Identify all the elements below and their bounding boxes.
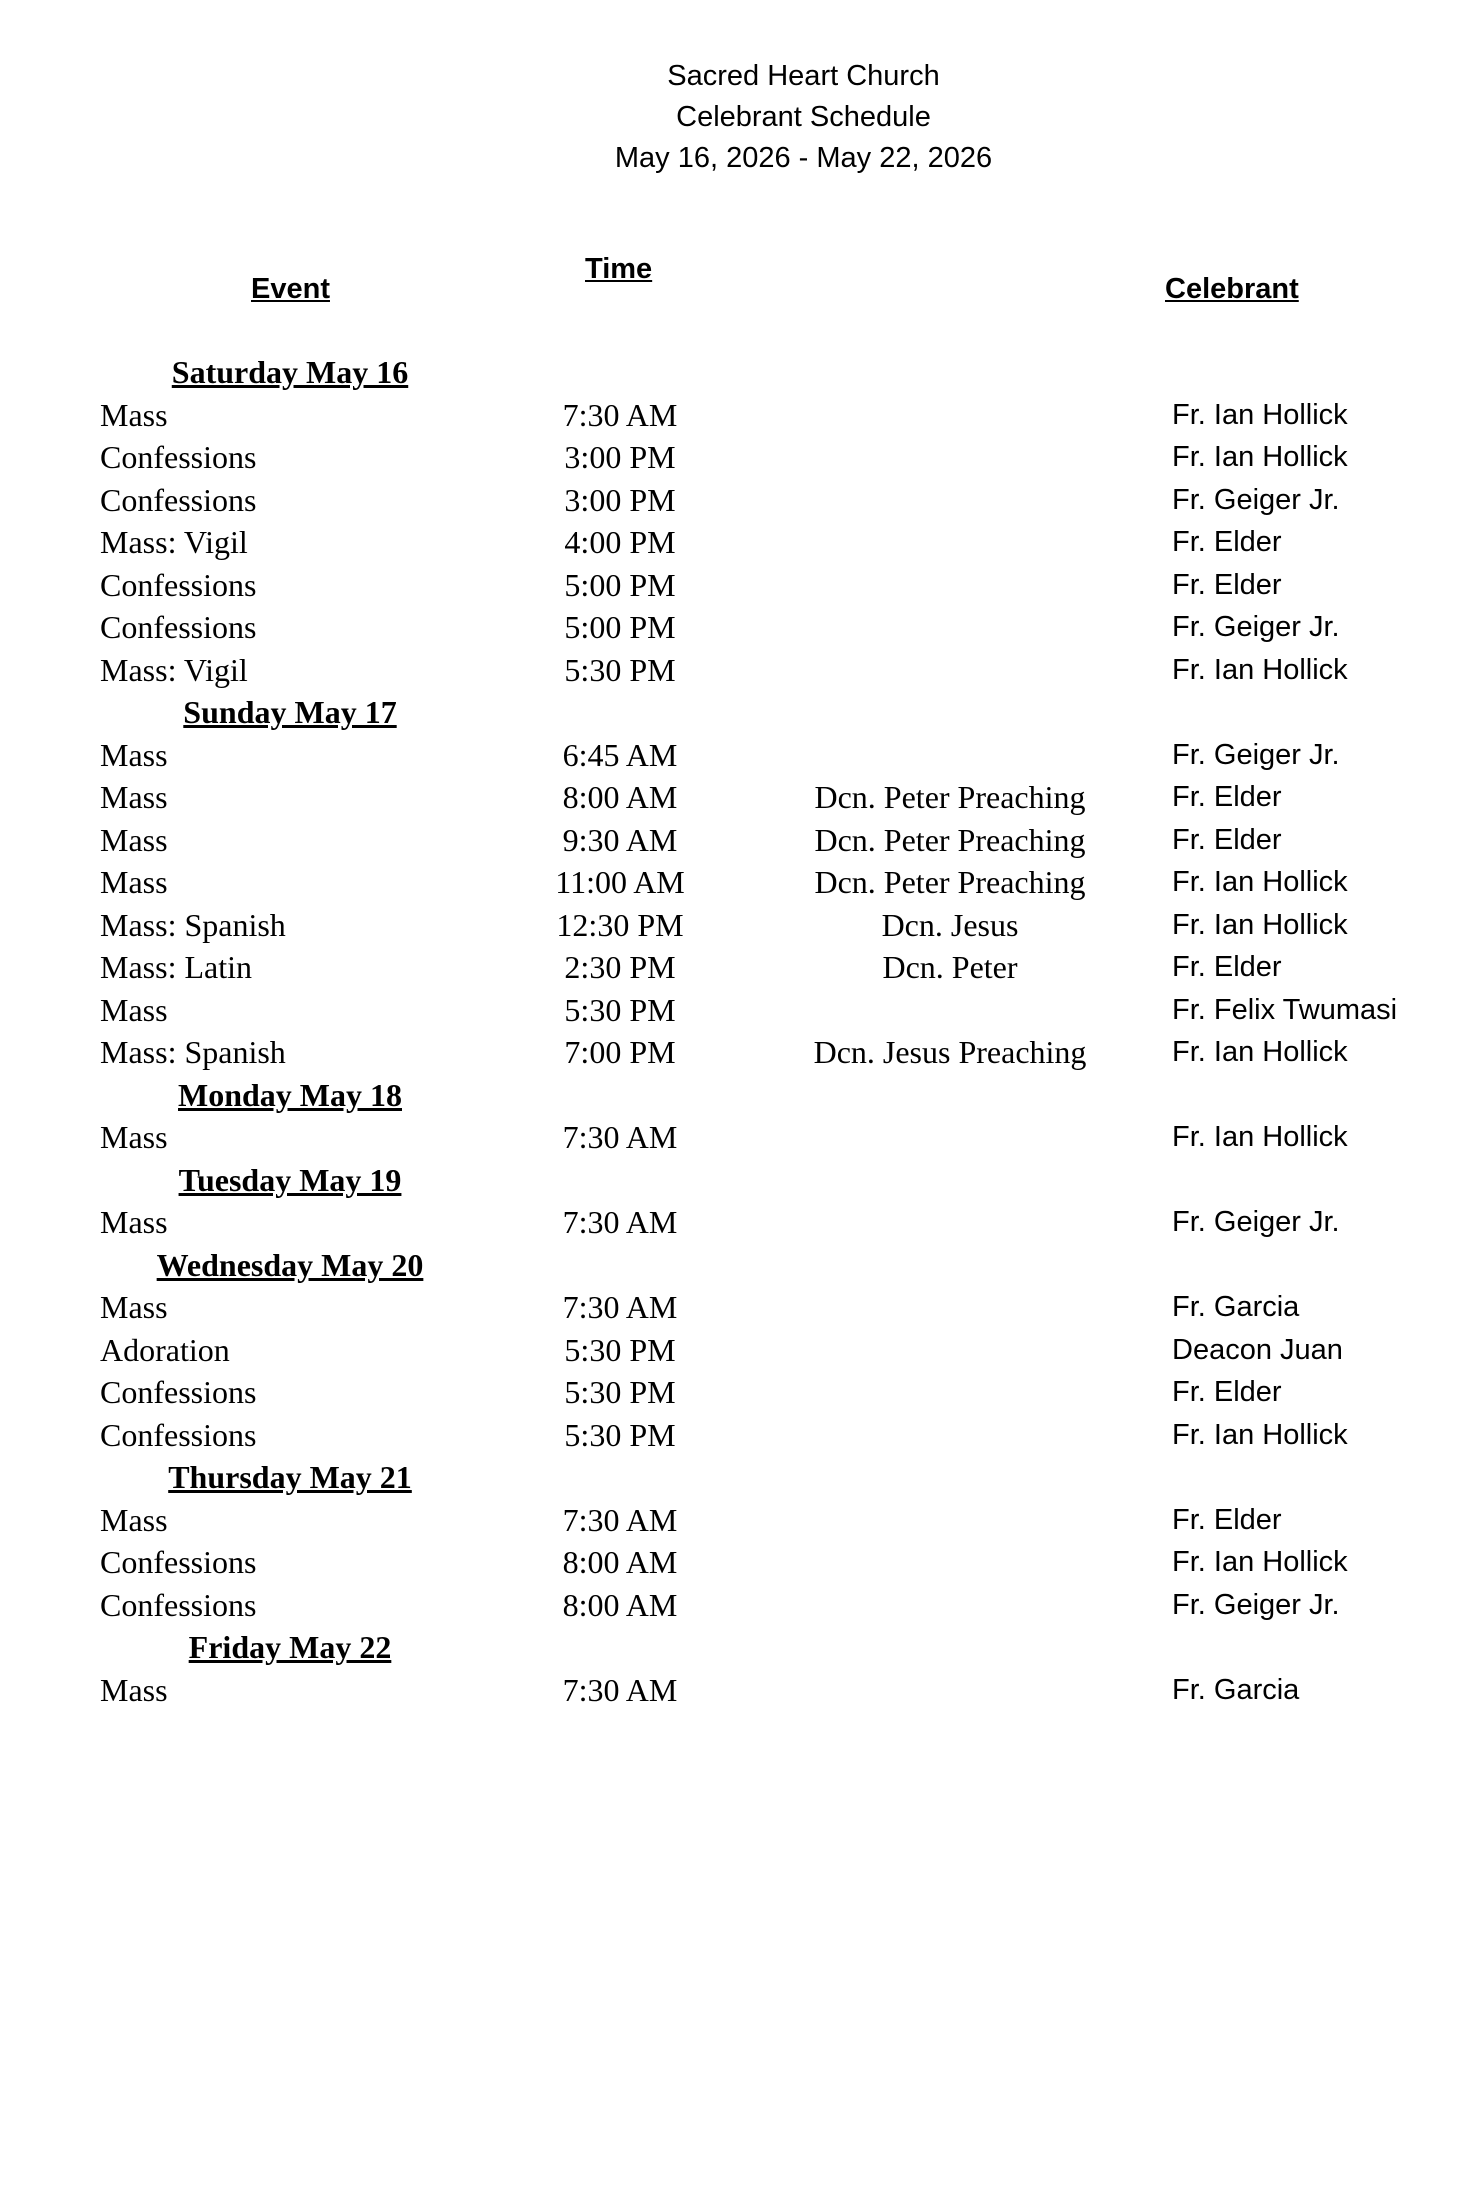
event-time: 11:00 AM <box>555 864 685 900</box>
schedule-row <box>0 393 1467 436</box>
event-name: Mass <box>100 736 168 773</box>
event-name: Confessions <box>100 1374 257 1410</box>
schedule-row <box>0 860 1467 903</box>
schedule-row <box>0 605 1467 648</box>
celebrant-name: Fr. Garcia <box>1172 1673 1300 1706</box>
event-name: Mass <box>100 821 168 858</box>
schedule-row <box>0 733 1467 776</box>
schedule-row <box>0 1115 1467 1158</box>
event-time: 7:30 AM <box>562 1119 678 1155</box>
schedule-row <box>0 945 1467 988</box>
event-time: 5:30 PM <box>564 651 676 688</box>
event-name: Confessions <box>100 439 257 475</box>
schedule-row <box>0 988 1467 1031</box>
deacon-note: Dcn. Peter Preaching <box>814 821 1086 858</box>
event-time: 7:30 AM <box>562 1671 678 1708</box>
event-name: Confessions <box>100 1586 257 1623</box>
day-heading-row <box>0 1073 1467 1116</box>
day-heading: Monday May 18 <box>178 1076 402 1113</box>
event-time: 7:30 AM <box>562 1289 678 1325</box>
celebrant-name: Fr. Geiger Jr. <box>1172 483 1340 516</box>
event-name: Mass: Latin <box>100 949 252 985</box>
event-time: 5:30 PM <box>564 1331 676 1368</box>
celebrant-name: Fr. Geiger Jr. <box>1172 611 1340 643</box>
event-time: 3:00 PM <box>564 481 676 518</box>
schedule-row <box>0 1285 1467 1328</box>
celebrant-name: Fr. Ian Hollick <box>1172 398 1348 431</box>
day-heading-row <box>0 350 1467 393</box>
day-heading: Wednesday May 20 <box>156 1246 424 1283</box>
event-name: Mass: Vigil <box>100 524 248 560</box>
day-heading-row <box>0 1243 1467 1286</box>
column-header-celebrant: Celebrant <box>1165 273 1299 305</box>
schedule-row <box>0 1370 1467 1413</box>
event-time: 6:45 AM <box>562 736 678 773</box>
deacon-note: Dcn. Jesus Preaching <box>813 1034 1087 1070</box>
schedule-row <box>0 1668 1467 1711</box>
celebrant-name: Fr. Ian Hollick <box>1172 1546 1348 1578</box>
event-name: Mass <box>100 1501 168 1538</box>
event-name: Adoration <box>100 1331 230 1368</box>
column-header-event: Event <box>251 273 330 305</box>
celebrant-name: Fr. Ian Hollick <box>1172 1036 1348 1068</box>
deacon-note: Dcn. Peter Preaching <box>814 864 1086 900</box>
celebrant-name: Fr. Ian Hollick <box>1172 441 1348 473</box>
event-name: Mass <box>100 1119 168 1155</box>
event-time: 5:00 PM <box>564 566 676 603</box>
schedule-row <box>0 1030 1467 1073</box>
event-time: 7:30 AM <box>562 396 678 433</box>
event-time: 7:30 AM <box>562 1501 678 1538</box>
schedule-row <box>0 435 1467 478</box>
event-name: Mass <box>100 1671 168 1708</box>
event-time: 5:30 PM <box>564 1416 676 1453</box>
event-name: Mass: Spanish <box>100 906 286 943</box>
event-name: Confessions <box>100 1544 257 1580</box>
event-name: Confessions <box>100 1416 257 1453</box>
church-name: Sacred Heart Church <box>667 60 940 92</box>
schedule-row <box>0 1583 1467 1626</box>
day-heading-row <box>0 1455 1467 1498</box>
schedule-row <box>0 1413 1467 1456</box>
celebrant-name: Fr. Ian Hollick <box>1172 908 1348 941</box>
document-header <box>0 56 1467 179</box>
schedule-row <box>0 1540 1467 1583</box>
event-name: Confessions <box>100 609 257 645</box>
event-name: Mass <box>100 396 168 433</box>
schedule-row <box>0 775 1467 818</box>
day-heading-row <box>0 690 1467 733</box>
schedule-row <box>0 648 1467 691</box>
celebrant-name: Fr. Ian Hollick <box>1172 1121 1348 1153</box>
celebrant-name: Fr. Felix Twumasi <box>1172 993 1398 1026</box>
column-header-time: Time <box>585 253 653 285</box>
schedule-row <box>0 1200 1467 1243</box>
celebrant-name: Fr. Ian Hollick <box>1172 866 1348 898</box>
schedule-row <box>0 563 1467 606</box>
event-time: 8:00 AM <box>562 779 678 815</box>
schedule-row <box>0 903 1467 946</box>
day-heading-row <box>0 1158 1467 1201</box>
event-name: Confessions <box>100 481 257 518</box>
event-name: Mass <box>100 991 168 1028</box>
celebrant-name: Fr. Elder <box>1172 526 1282 558</box>
event-time: 2:30 PM <box>564 949 676 985</box>
celebrant-name: Fr. Elder <box>1172 1376 1282 1408</box>
schedule-table <box>0 350 1467 1710</box>
event-time: 5:30 PM <box>564 991 676 1028</box>
celebrant-name: Fr. Ian Hollick <box>1172 1418 1348 1451</box>
schedule-row <box>0 1328 1467 1371</box>
event-time: 4:00 PM <box>564 524 676 560</box>
day-heading: Thursday May 21 <box>168 1459 412 1495</box>
event-name: Mass: Spanish <box>100 1034 286 1070</box>
celebrant-name: Fr. Elder <box>1172 781 1282 813</box>
event-time: 8:00 AM <box>562 1586 678 1623</box>
celebrant-name: Fr. Elder <box>1172 823 1282 856</box>
event-name: Mass <box>100 864 168 900</box>
day-heading: Saturday May 16 <box>171 354 409 390</box>
deacon-note: Dcn. Jesus <box>881 906 1019 943</box>
deacon-note: Dcn. Peter <box>882 949 1018 985</box>
schedule-row <box>0 478 1467 521</box>
celebrant-name: Fr. Elder <box>1172 1503 1282 1536</box>
event-time: 3:00 PM <box>564 439 676 475</box>
celebrant-name: Deacon Juan <box>1172 1333 1343 1366</box>
date-range: May 16, 2026 - May 22, 2026 <box>614 142 993 174</box>
event-time: 7:00 PM <box>564 1034 676 1070</box>
event-time: 5:30 PM <box>564 1374 676 1410</box>
day-heading: Sunday May 17 <box>183 694 397 730</box>
day-heading-row <box>0 1625 1467 1668</box>
deacon-note: Dcn. Peter Preaching <box>814 779 1086 815</box>
event-time: 8:00 AM <box>562 1544 678 1580</box>
celebrant-name: Fr. Garcia <box>1172 1291 1300 1323</box>
event-time: 5:00 PM <box>564 609 676 645</box>
celebrant-name: Fr. Geiger Jr. <box>1172 1588 1340 1621</box>
schedule-row <box>0 520 1467 563</box>
celebrant-name: Fr. Geiger Jr. <box>1172 738 1340 771</box>
schedule-row <box>0 818 1467 861</box>
celebrant-name: Fr. Geiger Jr. <box>1172 1206 1340 1238</box>
event-name: Mass <box>100 1289 168 1325</box>
celebrant-name: Fr. Elder <box>1172 951 1282 983</box>
event-name: Mass: Vigil <box>100 651 248 688</box>
event-time: 9:30 AM <box>562 821 678 858</box>
day-heading: Friday May 22 <box>188 1629 392 1665</box>
event-time: 12:30 PM <box>556 906 684 943</box>
celebrant-name: Fr. Elder <box>1172 568 1282 601</box>
event-time: 7:30 AM <box>562 1204 678 1240</box>
schedule-title: Celebrant Schedule <box>676 101 931 133</box>
event-name: Mass <box>100 779 168 815</box>
day-heading: Tuesday May 19 <box>178 1161 402 1198</box>
schedule-row <box>0 1498 1467 1541</box>
celebrant-name: Fr. Ian Hollick <box>1172 653 1348 686</box>
event-name: Mass <box>100 1204 168 1240</box>
event-name: Confessions <box>100 566 257 603</box>
